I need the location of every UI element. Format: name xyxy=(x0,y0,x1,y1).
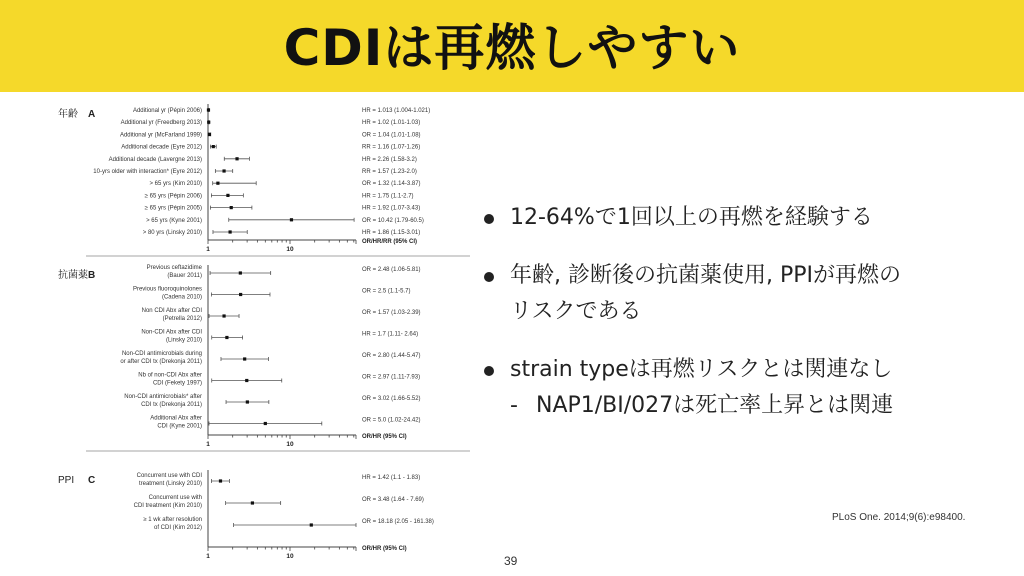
bullet-dot-icon xyxy=(484,214,494,224)
point-estimate xyxy=(207,108,210,111)
point-estimate xyxy=(245,379,248,382)
x-tick-label: 1 xyxy=(206,246,210,253)
point-estimate xyxy=(230,206,233,209)
row-label: > 65 yrs (Kyne 2001) xyxy=(146,217,202,224)
point-estimate xyxy=(208,133,211,136)
x-tick-label: 10 xyxy=(286,553,294,560)
row-label: 10-yrs older with interaction* (Eyre 2012) xyxy=(93,169,202,175)
dash-icon: - xyxy=(510,393,518,418)
x-tick-label: 10 xyxy=(286,246,294,253)
bullet-item xyxy=(484,352,1004,424)
row-label: Additional Abx after xyxy=(150,415,202,422)
panel-letter: B xyxy=(88,270,96,281)
row-label: (Petrella 2012) xyxy=(162,316,202,322)
x-tick-label: 1 xyxy=(206,441,210,448)
point-estimate xyxy=(246,400,249,403)
point-estimate xyxy=(222,314,225,317)
point-estimate xyxy=(290,218,293,221)
row-estimate: OR = 3.48 (1.64 - 7.69) xyxy=(362,497,424,503)
point-estimate xyxy=(219,479,222,482)
row-label: Previous fluoroquinolones xyxy=(132,286,202,293)
row-label: Non-CDI antimicrobials during xyxy=(121,351,202,357)
point-estimate xyxy=(235,157,238,160)
x-tick-label: 10 xyxy=(286,441,294,448)
bullet-list xyxy=(484,200,1004,446)
row-label: Nb of non-CDI Abx after xyxy=(138,372,202,379)
forest-plot xyxy=(0,92,480,576)
row-label: Non-CDI Abx after CDI xyxy=(141,329,202,336)
point-estimate xyxy=(310,523,313,526)
row-estimate: OR = 2.97 (1.11-7.93) xyxy=(362,374,421,381)
slide-title: CDIは再燃しやすい xyxy=(283,19,741,77)
bullet-dot-icon xyxy=(484,366,494,376)
row-label: Additional yr (Freedberg 2013) xyxy=(120,120,202,127)
row-label: > 65 yrs (Kim 2010) xyxy=(149,181,202,188)
bullet-dot-icon xyxy=(484,272,494,282)
panel-letter: A xyxy=(88,109,96,120)
row-label: Concurrent use with CDI xyxy=(136,473,202,479)
bullet-text: strain typeは再燃リスクとは関連なし xyxy=(510,357,893,382)
row-label: CDI tx (Drekonja 2011) xyxy=(141,402,202,408)
row-label: (Cadena 2010) xyxy=(161,294,202,301)
sub-bullet-text: NAP1/BI/027は死亡率上昇とは関連 xyxy=(536,393,894,418)
row-estimate: HR = 2.26 (1.58-3.2) xyxy=(362,156,417,163)
row-estimate: OR = 5.0 (1.02-24.42) xyxy=(362,417,421,424)
point-estimate xyxy=(264,422,267,425)
row-label: or after CDI tx (Drekonja 2011) xyxy=(120,359,202,365)
axis-label: OR/HR (95% CI) xyxy=(362,546,407,552)
row-label: Previous ceftazidime xyxy=(146,265,202,271)
bullet-text-continued: リスクである xyxy=(510,299,642,324)
bullet-item xyxy=(484,200,1004,236)
row-label: (Bauer 2011) xyxy=(167,273,202,279)
row-estimate: OR = 10.42 (1.79-60.5) xyxy=(362,217,424,224)
row-label: > 80 yrs (Linsky 2010) xyxy=(142,230,202,236)
row-label: of CDI (Kim 2012) xyxy=(153,525,202,531)
row-estimate: HR = 1.92 (1.07-3.43) xyxy=(362,205,421,212)
row-estimate: OR = 3.02 (1.66-5.52) xyxy=(362,396,421,402)
row-label: Concurrent use with xyxy=(148,495,202,501)
point-estimate xyxy=(251,501,254,504)
point-estimate xyxy=(239,293,242,296)
point-estimate xyxy=(207,121,210,124)
sub-bullet-item xyxy=(510,388,1004,424)
row-label: treatment (Linsky 2010) xyxy=(138,481,202,487)
row-estimate: HR = 1.75 (1.1-2.7) xyxy=(362,193,414,200)
group-label: 抗菌薬 xyxy=(58,270,88,281)
point-estimate xyxy=(226,194,229,197)
row-label: Additional decade (Eyre 2012) xyxy=(121,144,202,151)
row-label: CDI (Fekety 1997) xyxy=(152,380,202,387)
row-label: Additional yr (McFarland 1999) xyxy=(119,132,202,139)
row-estimate: HR = 1.013 (1.004-1.021) xyxy=(362,108,431,114)
bullet-text: 年齢, 診断後の抗菌薬使用, PPIが再燃の xyxy=(510,263,901,288)
row-estimate: OR = 2.48 (1.06-5.81) xyxy=(362,267,421,273)
point-estimate xyxy=(229,230,232,233)
axis-label: OR/HR/RR (95% CI) xyxy=(362,239,418,245)
citation: PLoS One. 2014;9(6):e98400. xyxy=(832,512,966,523)
row-estimate: RR = 1.57 (1.23-2.0) xyxy=(362,169,417,175)
row-estimate: OR = 1.04 (1.01-1.08) xyxy=(362,132,421,139)
point-estimate xyxy=(222,169,225,172)
row-label: ≥ 65 yrs (Pépin 2006) xyxy=(144,193,202,200)
row-estimate: RR = 1.16 (1.07-1.26) xyxy=(362,144,421,151)
row-label: Non-CDI antimicrobials* after xyxy=(124,394,202,400)
title-bar xyxy=(0,0,1024,92)
row-label: Additional decade (Lavergne 2013) xyxy=(108,156,202,163)
point-estimate xyxy=(225,336,228,339)
row-estimate: OR = 1.57 (1.03-2.39) xyxy=(362,310,421,316)
row-estimate: OR = 18.18 (2.05 - 161.38) xyxy=(362,519,434,525)
bullet-text: 12-64%で1回以上の再燃を経験する xyxy=(510,205,873,230)
row-label: CDI (Kyne 2001) xyxy=(157,423,202,430)
row-label: ≥ 65 yrs (Pépin 2005) xyxy=(144,205,202,212)
point-estimate xyxy=(212,145,215,148)
bullet-item xyxy=(484,258,1004,330)
row-estimate: HR = 1.7 (1.11- 2.64) xyxy=(362,331,419,338)
axis-label: OR/HR (95% CI) xyxy=(362,434,407,440)
point-estimate xyxy=(216,182,219,185)
point-estimate xyxy=(239,271,242,274)
row-label: Additional yr (Pépin 2006) xyxy=(132,108,202,114)
row-estimate: OR = 1.32 (1.14-3.87) xyxy=(362,181,421,188)
row-label: Non CDI Abx after CDI xyxy=(141,308,202,314)
row-estimate: HR = 1.86 (1.15-3.01) xyxy=(362,230,421,236)
group-label: PPI xyxy=(58,475,75,486)
x-tick-label: 1 xyxy=(206,553,210,560)
row-estimate: OR = 2.5 (1.1-5.7) xyxy=(362,288,411,295)
row-estimate: HR = 1.42 (1.1 - 1.83) xyxy=(362,475,421,481)
row-estimate: OR = 2.80 (1.44-5.47) xyxy=(362,353,421,359)
group-label: 年齢 xyxy=(58,109,78,120)
row-label: (Linsky 2010) xyxy=(165,337,202,344)
row-label: CDI treatment (Kim 2010) xyxy=(133,503,202,509)
panel-letter: C xyxy=(88,475,96,486)
point-estimate xyxy=(243,357,246,360)
page-number: 39 xyxy=(504,554,518,568)
row-estimate: HR = 1.02 (1.01-1.03) xyxy=(362,120,421,127)
row-label: ≥ 1 wk after resolution xyxy=(143,517,202,523)
